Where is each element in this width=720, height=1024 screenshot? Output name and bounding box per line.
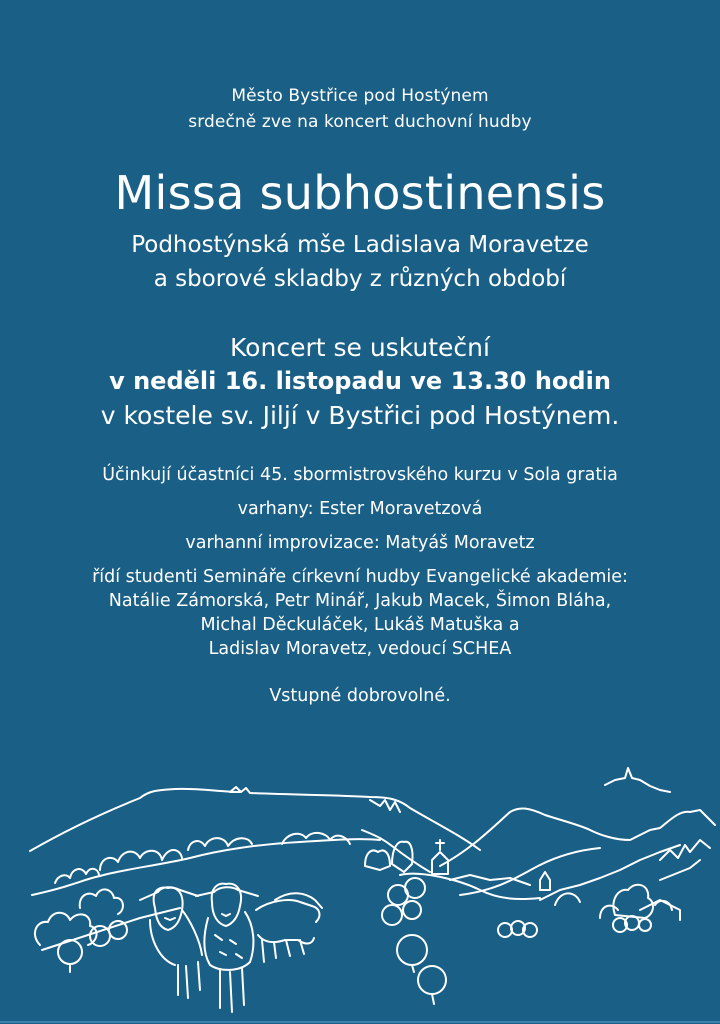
conductors-line-3: Michal Děckuláček, Lukáš Matuška a xyxy=(200,615,520,635)
subtitle-line-2: a sborové skladby z různých období xyxy=(153,266,567,292)
concert-line-1: Koncert se uskuteční xyxy=(230,333,490,362)
intro-line-2: srdečně zve na koncert duchovní hudby xyxy=(188,112,532,132)
page-title: Missa subhostinensis xyxy=(114,166,606,220)
concert-venue: v kostele sv. Jiljí v Bystřici pod Hostýnem. xyxy=(100,401,620,430)
improvisation-line: varhanní improvizace: Matyáš Moravetz xyxy=(185,533,535,553)
intro-line-1: Město Bystřice pod Hostýnem xyxy=(231,86,489,106)
performers-line: Účinkují účastníci 45. sbormistrovského kurzu v Sola gratia xyxy=(102,465,618,485)
organ-line: varhany: Ester Moravetzová xyxy=(237,499,483,519)
conductors-line-2: Natálie Zámorská, Petr Minář, Jakub Macek, Šimon Bláha, xyxy=(108,591,612,611)
bottom-border xyxy=(0,1021,720,1023)
concert-date-time: v neděli 16. listopadu ve 13.30 hodin xyxy=(109,367,611,395)
subtitle-line-1: Podhostýnská mše Ladislava Moravetze xyxy=(131,232,589,258)
conductors-line-4: Ladislav Moravetz, vedoucí SCHEA xyxy=(208,639,512,659)
landscape-illustration xyxy=(0,740,720,1024)
admission-text: Vstupné dobrovolné. xyxy=(269,686,451,706)
conductors-line-1: řídí studenti Semináře církevní hudby Evangelické akademie: xyxy=(92,567,628,587)
